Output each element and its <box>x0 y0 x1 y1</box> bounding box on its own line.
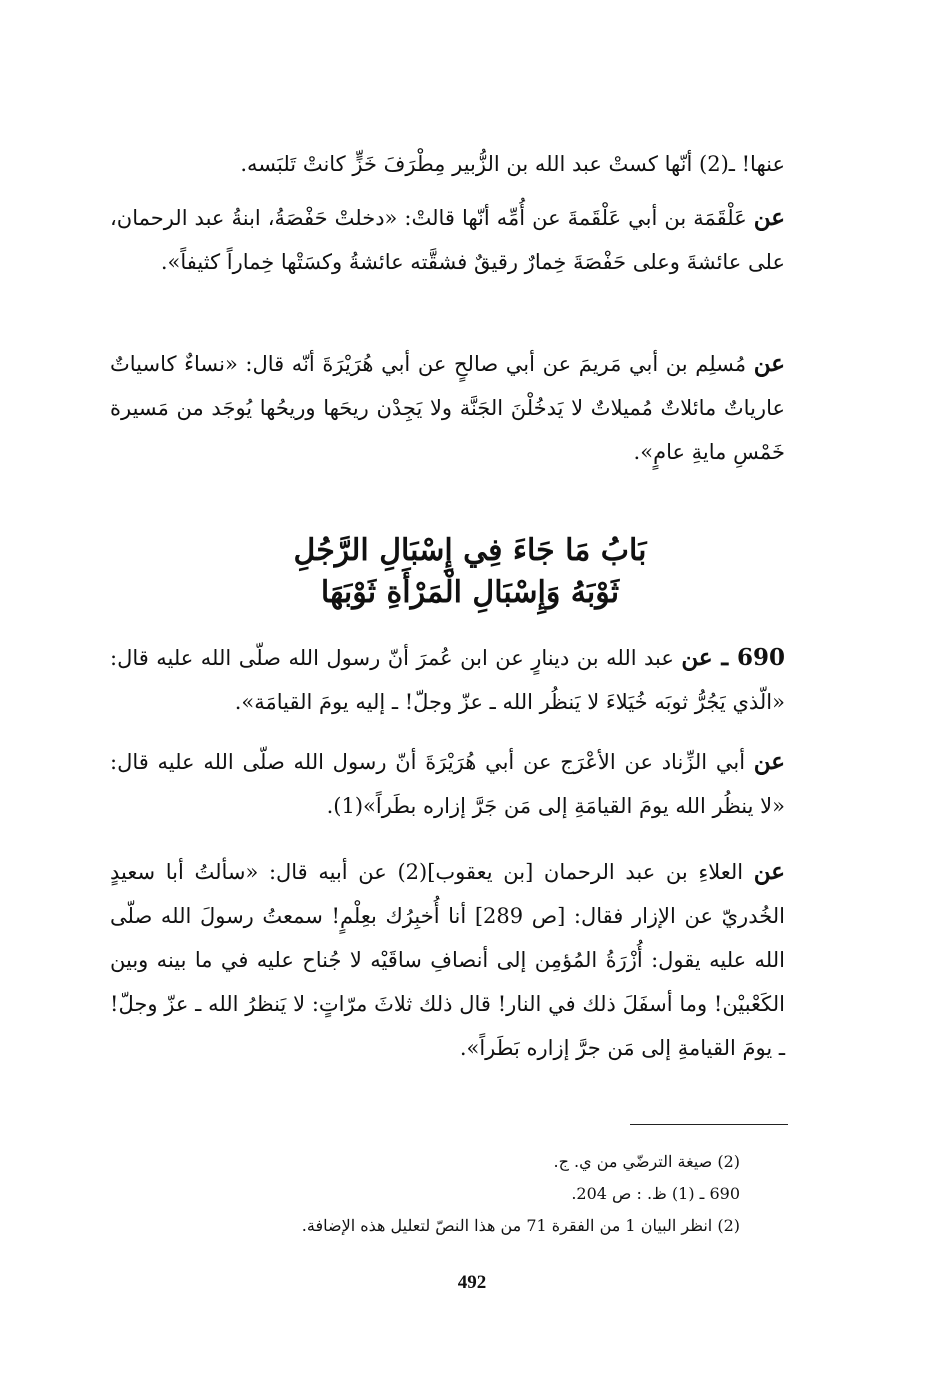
paragraph-1 <box>110 142 785 186</box>
paragraph-5 <box>110 740 785 828</box>
paragraph-lead: عن <box>753 858 785 885</box>
chapter-heading-line-1: بَابُ مَا جَاءَ فِي إِسْبَالِ الرَّجُلِ <box>293 533 647 568</box>
paragraph-text: عبد الله بن دينارٍ عن ابن عُمرَ أنّ رسول الله صلّى الله عليه قال: «الّذي يَجُرُّ ثوبَه خُيَلاءَ لا يَنظُر الله ـ عزّ وجلّ! ـ إليه يومَ القيامَة». <box>110 646 785 714</box>
paragraph-text: عَلْقَمَة بن أبي عَلْقَمةَ عن أُمِّه أنّها قالتْ: «دخلتْ حَفْصَةُ، ابنةُ عبد الرحمان، على عائشةَ وعلى حَفْصَةَ خِمارٌ رقيقٌ فشقَّته عائشةُ وكسَتْها خِماراً كثيفاً». <box>110 206 785 274</box>
chapter-heading-line-2: ثَوْبَهُ وَإِسْبَالِ الْمَرْأَةِ ثَوْبَهَا <box>320 575 620 610</box>
paragraph-text: مُسلِم بن أبي مَريمَ عن أبي صالحٍ عن أبي هُرَيْرَةَ أنّه قال: «نساءٌ كاسياتٌ عارياتٌ مائلاتٌ مُميلاتٌ لا يَدخُلْنَ الجَنَّة ولا يَجِدْن ريحَها وريحُها يُوجَد من مَسيرة خَمْسِ مايةِ عامٍ». <box>110 352 785 464</box>
paragraph-3 <box>110 342 785 474</box>
paragraph-text: أبي الزِّناد عن الأعْرَج عن أبي هُرَيْرَةَ أنّ رسول الله صلّى الله عليه قال: «لا ينظُر الله يومَ القيامَةِ إلى مَن جَرَّ إزاره بطَراً»(1). <box>110 750 785 818</box>
page-number: 492 <box>457 1272 487 1293</box>
paragraph-lead: عن <box>753 204 785 231</box>
footnote-1: (2) صيغة الترضّي من ي. ج. <box>553 1152 740 1171</box>
paragraph-2 <box>110 196 785 284</box>
footnote-divider <box>630 1124 788 1125</box>
footnote-2: 690 ـ (1) ظ. : ص 204. <box>571 1184 740 1203</box>
paragraph-lead: عن <box>753 748 785 775</box>
paragraph-6 <box>110 850 785 1070</box>
paragraph-text: عنها! ـ(2) أنّها كستْ عبد الله بن الزُّبير مِطْرَفَ خَزٍّ كانتْ تَلبَسه. <box>240 152 785 176</box>
paragraph-lead: 690 ـ عن <box>681 644 785 671</box>
footnote-3: (2) انظر البيان 1 من الفقرة 71 من هذا النصّ لتعليل هذه الإضافة. <box>301 1216 740 1235</box>
paragraph-lead: عن <box>753 350 785 377</box>
paragraph-4 <box>110 636 785 724</box>
paragraph-text: العلاءِ بن عبد الرحمان [بن يعقوب](2) عن أبيه قال: «سألتُ أبا سعيدٍ الخُدريّ عن الإزار فقال: [ص 289] أنا أُخبِرُك بعِلْمٍ! سمعتُ رسولَ الله صلّى الله عليه يقول: أُزْرَةُ المُؤمِن إلى أنصافِ ساقَيْه لا جُناح عليه في ما بينه وبين الكَعْبيْن! وما أسفَلَ ذلك في النار! قال ذلك ثلاثَ مرّاتٍ: لا يَنظرُ الله ـ عزّ وجلّ! ـ يومَ القيامةِ إلى مَن جرَّ إزاره بَطَراً». <box>110 860 786 1060</box>
chapter-heading <box>200 530 740 614</box>
